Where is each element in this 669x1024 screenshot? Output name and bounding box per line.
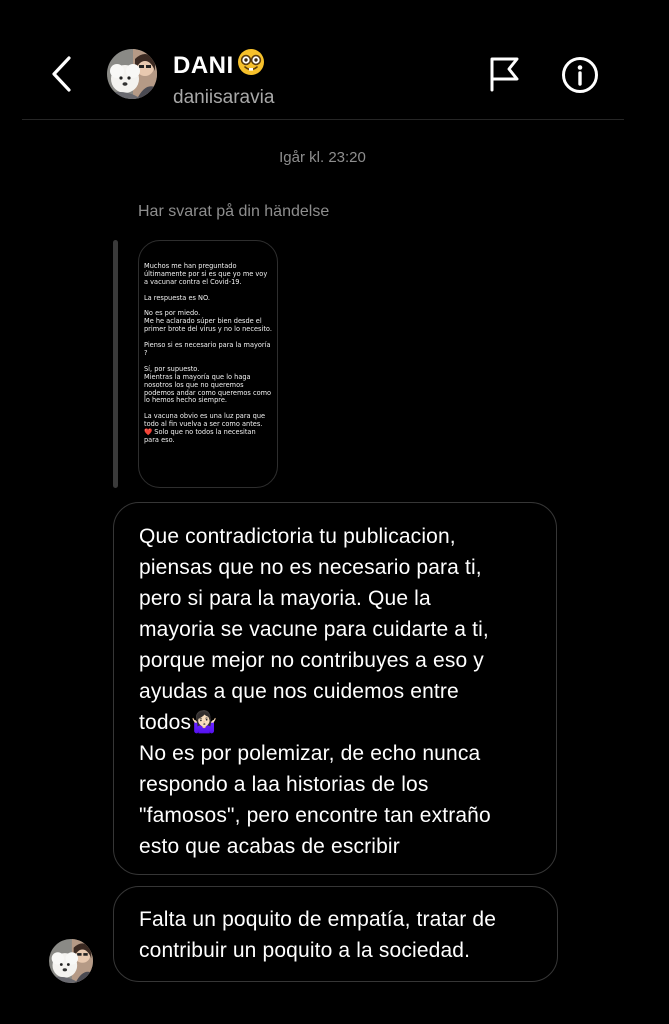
story-text: Muchos me han preguntado últimamente por si es que yo me voy a vacunar contra el Covid-19. La respuesta es NO. No es por miedo. Me he aclarado súper bien desde el primer brote del virus y no lo necesito. Pienso si es necesario para la mayoría ? Sí, por supuesto. Mientras la mayoría que lo haga nosotros los que no queremos podemos andar como queremos como lo hemos hecho siempre. La vacuna obvio es una luz para que todo al fin vuelva a ser como antes. ❤️ Solo que no todos la necesitan para eso. (144, 262, 272, 444)
avatar[interactable] (107, 49, 157, 99)
display-name (173, 48, 274, 84)
message-bubble[interactable]: Que contradictoria tu publicacion, piensas que no es necesario para ti, pero si para la mayoria. Que la mayoria se vacune para cuidarte a ti, porque mejor no contribuyes a eso y ayudas a que nos cuidemos entre todos🤷🏻‍♀️ No es por polemizar, de echo nunca respondo a laa historias de los "famosos", pero encontre tan extraño esto que acabas de escribir (113, 502, 557, 875)
info-button[interactable] (560, 55, 600, 95)
chevron-left-icon (50, 55, 74, 93)
story-reply-note: Har svarat på din händelse (138, 203, 330, 220)
flag-icon (488, 56, 522, 92)
username: daniisaravia (173, 87, 275, 108)
report-button[interactable] (485, 54, 525, 94)
display-name-text: DANI (173, 52, 234, 79)
info-icon (561, 56, 599, 94)
message-bubble[interactable]: Falta un poquito de empatía, tratar de contribuir un poquito a la sociedad. (113, 886, 558, 982)
header-divider (22, 119, 624, 120)
message-timestamp: Igår kl. 23:20 (279, 149, 366, 166)
sender-avatar[interactable] (49, 939, 93, 983)
reply-indicator-bar (113, 240, 118, 488)
nerd-face-emoji-icon (237, 48, 265, 84)
story-preview[interactable] (138, 240, 278, 488)
contact-info[interactable] (173, 48, 274, 110)
back-button[interactable] (44, 54, 80, 94)
chat-header (0, 0, 669, 120)
